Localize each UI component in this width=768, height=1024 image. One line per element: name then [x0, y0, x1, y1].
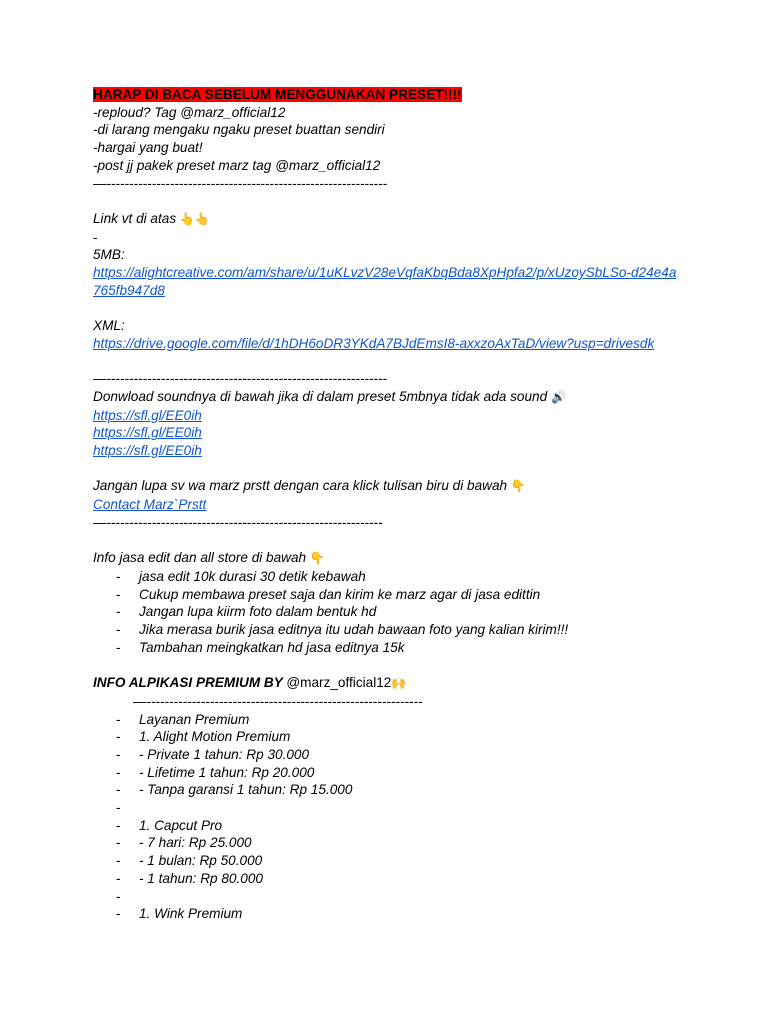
- pointing-down-icon: 👇: [309, 551, 325, 566]
- list-item-text: - Tanpa garansi 1 tahun: Rp 15.000: [139, 782, 353, 798]
- list-dash: -: [116, 622, 121, 638]
- spacer: [93, 460, 683, 478]
- list-item: [93, 834, 683, 852]
- list-item: [93, 799, 683, 817]
- list-item: [93, 781, 683, 799]
- list-dash: -: [116, 888, 121, 904]
- notice-heading-line: [93, 86, 683, 104]
- speaker-icon: 🔊: [550, 389, 566, 404]
- list-item: [93, 711, 683, 729]
- sound-note-line: [93, 388, 683, 407]
- list-item-text: 1. Capcut Pro: [139, 817, 223, 833]
- list-item: [93, 764, 683, 782]
- list-item-text: - 7 hari: Rp 25.000: [139, 835, 252, 851]
- spacer: [93, 353, 683, 371]
- mb-label: 5MB:: [93, 247, 125, 263]
- dash-line: -: [93, 229, 98, 245]
- list-item-text: - Lifetime 1 tahun: Rp 20.000: [139, 764, 315, 780]
- list-item-text: 1. Alight Motion Premium: [139, 729, 291, 745]
- list-item: [93, 852, 683, 870]
- list-item: [93, 621, 683, 639]
- raised-hands-icon: 🙌: [391, 676, 407, 691]
- list-dash: -: [116, 906, 121, 922]
- list-dash: -: [116, 711, 121, 727]
- sound-link[interactable]: https://sfl.gl/EE0ih: [93, 425, 202, 441]
- xml-download-link[interactable]: https://drive.google.com/file/d/1hDH6oDR3YKdA7BJdEmsI8-axxzoAxTaD/view?usp=drivesdk: [93, 335, 655, 351]
- separator-line: —--------------------------------------------------------------: [93, 175, 388, 191]
- edit-info-title-line: [93, 549, 683, 568]
- list-item-text: - Private 1 tahun: Rp 30.000: [139, 746, 310, 762]
- mb-download-link[interactable]: https://alightcreative.com/am/share/u/1uKLvzV28eVqfaKbqBda8XpHpfa2/p/xUzoySbLSo-d24e4a765fb947d8: [93, 265, 677, 298]
- list-item: [93, 568, 683, 586]
- list-item-text: Layanan Premium: [139, 711, 250, 727]
- spacer: [93, 656, 683, 674]
- contact-note-text: Jangan lupa sv wa marz prstt dengan cara klick tulisan biru di bawah: [93, 478, 511, 494]
- contact-note-line: [93, 477, 683, 496]
- list-dash: -: [116, 586, 121, 602]
- edit-info-title: Info jasa edit dan all store di bawah: [93, 550, 310, 566]
- notice-heading: HARAP DI BACA SEBELUM MENGGUNAKAN PRESET!!!!: [93, 87, 462, 102]
- list-dash: -: [116, 817, 121, 833]
- list-dash: -: [116, 568, 121, 584]
- list-item: [93, 888, 683, 906]
- separator-line: —-------------------------------------------------------------: [93, 514, 383, 530]
- separator-line: —-------------------------------------------------------------: [133, 693, 423, 709]
- list-dash: -: [116, 870, 121, 886]
- list-item: [93, 728, 683, 746]
- list-item-text: 1. Wink Premium: [139, 906, 243, 922]
- list-dash: -: [116, 853, 121, 869]
- list-dash: -: [116, 782, 121, 798]
- spacer: [93, 192, 683, 210]
- separator-line: —--------------------------------------------------------------: [93, 371, 388, 387]
- list-item: [93, 905, 683, 923]
- list-item-text: - 1 tahun: Rp 80.000: [139, 870, 263, 886]
- list-dash: -: [116, 639, 121, 655]
- sound-link[interactable]: https://sfl.gl/EE0ih: [93, 407, 202, 423]
- rule-text: -di larang mengaku ngaku preset buattan sendiri: [93, 122, 385, 138]
- pointing-down-icon: 👇: [510, 479, 526, 494]
- list-dash: -: [116, 800, 121, 816]
- list-item: [93, 817, 683, 835]
- list-dash: -: [116, 746, 121, 762]
- premium-title-line: [93, 674, 683, 693]
- list-item-text: jasa edit 10k durasi 30 detik kebawah: [139, 568, 366, 584]
- list-item-text: Jika merasa burik jasa editnya itu udah bawaan foto yang kalian kirim!!!: [139, 622, 569, 638]
- document-page: [93, 86, 683, 923]
- sound-link[interactable]: https://sfl.gl/EE0ih: [93, 443, 202, 459]
- list-item: [93, 586, 683, 604]
- list-item-text: Jangan lupa kiirm foto dalam bentuk hd: [139, 604, 377, 620]
- list-item-text: - 1 bulan: Rp 50.000: [139, 853, 263, 869]
- list-dash: -: [116, 835, 121, 851]
- list-item-text: Cukup membawa preset saja dan kirim ke marz agar di jasa edittin: [139, 586, 541, 602]
- list-item: [93, 603, 683, 621]
- premium-title: INFO ALPIKASI PREMIUM BY: [93, 675, 287, 691]
- vt-link-text: Link vt di atas: [93, 210, 180, 226]
- xml-label: XML:: [93, 318, 125, 334]
- list-dash: -: [116, 764, 121, 780]
- pointing-up-icon: 👆👆: [179, 211, 210, 226]
- sound-note-text: Donwload soundnya di bawah jika di dalam preset 5mbnya tidak ada sound: [93, 388, 551, 404]
- spacer: [93, 299, 683, 317]
- list-item: [93, 639, 683, 657]
- spacer: [93, 532, 683, 550]
- rule-text: -post jj pakek preset marz tag @marz_official12: [93, 157, 381, 173]
- contact-link[interactable]: Contact Marz`Prstt: [93, 497, 207, 513]
- list-dash: -: [116, 729, 121, 745]
- list-item: [93, 746, 683, 764]
- rule-text: -hargai yang buat!: [93, 140, 203, 156]
- vt-link-line: [93, 210, 683, 229]
- list-item-text: Tambahan meingkatkan hd jasa editnya 15k: [139, 639, 405, 655]
- rule-text: -reploud? Tag @marz_official12: [93, 104, 286, 120]
- premium-handle: @marz_official12: [286, 675, 392, 691]
- list-dash: -: [116, 604, 121, 620]
- list-item: [93, 870, 683, 888]
